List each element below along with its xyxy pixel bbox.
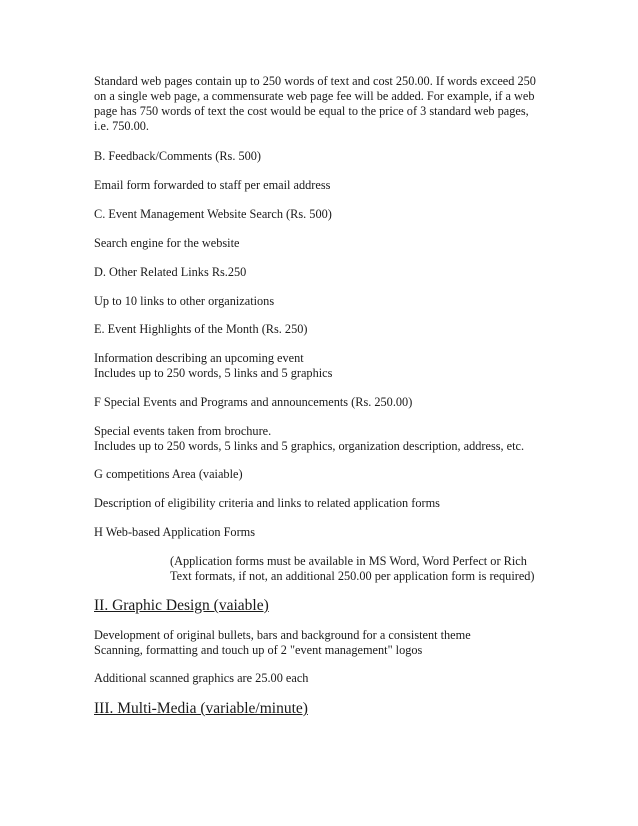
section-heading-multimedia: III. Multi-Media (variable/minute) — [94, 700, 308, 717]
item-d-description: Up to 10 links to other organizations — [94, 294, 275, 308]
section-heading-graphic-design: II. Graphic Design (vaiable) — [94, 597, 269, 614]
description-line: Information describing an upcoming event — [94, 351, 304, 365]
description-line: Development of original bullets, bars and background for a consistent theme — [94, 628, 471, 642]
item-f-title: F Special Events and Programs and announcements (Rs. 250.00) — [94, 395, 413, 409]
item-h-title: H Web-based Application Forms — [94, 525, 256, 539]
description-line: Scanning, formatting and touch up of 2 "event management" logos — [94, 643, 423, 657]
item-f-description — [94, 424, 554, 454]
intro-line: on a single web page, a commensurate web page fee will be added. For example, if a web — [94, 89, 535, 103]
intro-line: Standard web pages contain up to 250 words of text and cost 250.00. If words exceed 250 — [94, 74, 536, 88]
graphic-design-description — [94, 628, 554, 658]
item-d-title: D. Other Related Links Rs.250 — [94, 265, 247, 279]
description-line: Includes up to 250 words, 5 links and 5 graphics, organization description, address, etc. — [94, 439, 525, 453]
description-line: Special events taken from brochure. — [94, 424, 272, 438]
item-b-title: B. Feedback/Comments (Rs. 500) — [94, 149, 262, 163]
intro-paragraph — [94, 74, 554, 134]
item-e-description — [94, 351, 554, 381]
description-line: Includes up to 250 words, 5 links and 5 graphics — [94, 366, 333, 380]
item-c-title: C. Event Management Website Search (Rs. 500) — [94, 207, 332, 221]
item-g-title: G competitions Area (vaiable) — [94, 467, 243, 481]
item-c-description: Search engine for the website — [94, 236, 240, 250]
intro-line: page has 750 words of text the cost would be equal to the price of 3 standard web pages, — [94, 104, 529, 118]
item-e-title: E. Event Highlights of the Month (Rs. 250) — [94, 322, 308, 336]
note-line: (Application forms must be available in MS Word, Word Perfect or Rich — [170, 554, 527, 568]
item-g-description: Description of eligibility criteria and links to related application forms — [94, 496, 440, 510]
note-line: Text formats, if not, an additional 250.00 per application form is required) — [170, 569, 535, 583]
item-b-description: Email form forwarded to staff per email address — [94, 178, 331, 192]
item-h-note — [170, 554, 630, 584]
intro-line: i.e. 750.00. — [94, 119, 149, 133]
graphic-design-additional: Additional scanned graphics are 25.00 each — [94, 671, 309, 685]
